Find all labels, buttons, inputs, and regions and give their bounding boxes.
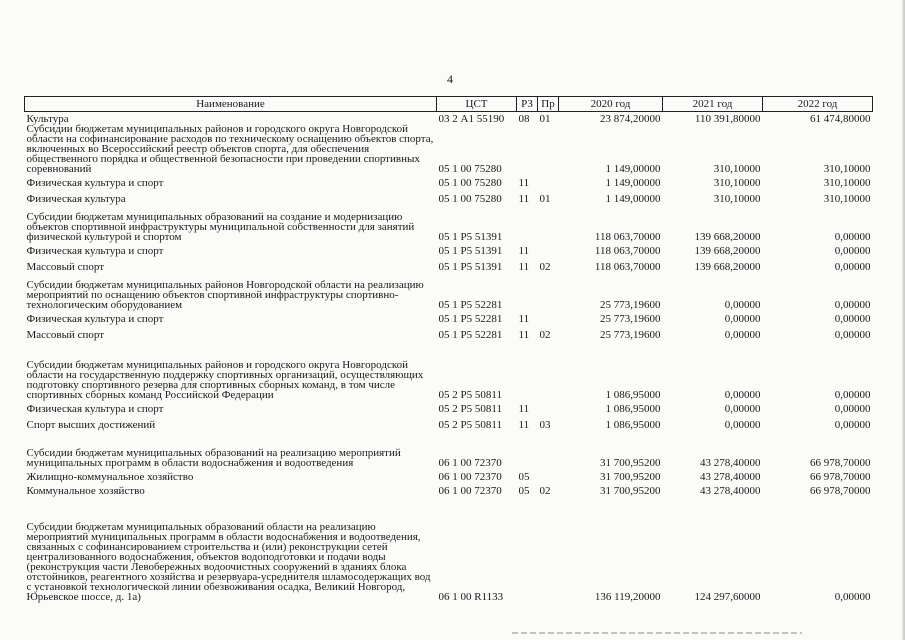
row-rz: 11 <box>518 244 530 257</box>
page-number: 4 <box>447 72 453 86</box>
row-pr <box>538 430 559 468</box>
row-name: Массовый спорт <box>26 328 105 341</box>
row-cst: 06 1 00 72370 <box>438 456 502 469</box>
row-2022: 0,00000 <box>834 298 871 311</box>
row-2021: 124 297,60000 <box>694 590 761 603</box>
row-2020: 25 773,19600 <box>600 328 661 341</box>
table-body <box>25 112 873 602</box>
row-cst: 05 1 P5 52281 <box>438 312 503 325</box>
row-2022: 0,00000 <box>834 312 871 325</box>
row-2020: 31 700,95200 <box>600 484 661 497</box>
row-name: Субсидии бюджетам муниципальных образований на создание и модернизацию объектов спортивной инфраструктуры муниципальной собственности для занятий физической культурой и спортом <box>26 210 415 243</box>
row-rz: 05 <box>518 470 530 483</box>
row-2021: 0,00000 <box>724 402 761 415</box>
row-2022: 66 978,70000 <box>810 470 871 483</box>
row-2022: 0,00000 <box>834 244 871 257</box>
row-2020: 118 063,70000 <box>594 230 661 243</box>
table-row <box>25 310 873 324</box>
row-name: Субсидии бюджетам муниципальных образований на реализацию мероприятий муниципальных программ в области водоснабжения и водоотведения <box>26 446 401 469</box>
row-cst: 05 1 00 75280 <box>438 192 502 205</box>
row-cst: 05 1 P5 51391 <box>438 260 503 273</box>
row-2022: 0,00000 <box>834 418 871 431</box>
table-row <box>25 482 873 496</box>
table-row <box>25 112 873 124</box>
row-name: Массовый спорт <box>26 260 105 273</box>
row-2021: 0,00000 <box>724 388 761 401</box>
row-2022: 310,10000 <box>823 176 871 189</box>
row-name: Физическая культура <box>26 192 126 205</box>
row-2021: 0,00000 <box>724 328 761 341</box>
budget-table <box>24 96 873 602</box>
row-pr: 01 <box>539 112 551 125</box>
row-rz: 11 <box>518 260 530 273</box>
row-rz: 11 <box>518 312 530 325</box>
row-rz: 11 <box>518 192 530 205</box>
row-cst: 05 1 P5 52281 <box>438 328 503 341</box>
row-pr: 02 <box>539 260 551 273</box>
header-2021: 2021 год <box>663 97 763 112</box>
row-2022: 0,00000 <box>834 590 871 603</box>
row-2021: 0,00000 <box>724 298 761 311</box>
row-cst: 05 1 00 75280 <box>438 162 502 175</box>
row-2020: 118 063,70000 <box>594 260 661 273</box>
table-row <box>25 272 873 310</box>
row-name: Физическая культура и спорт <box>26 402 164 415</box>
table-row <box>25 430 873 468</box>
row-cst: 06 1 00 R1133 <box>438 590 504 603</box>
row-2020: 1 086,95000 <box>605 388 661 401</box>
row-cst: 05 1 P5 51391 <box>438 230 503 243</box>
row-cst: 06 1 00 72370 <box>438 484 502 497</box>
table-row <box>25 188 873 204</box>
header-pr: Пр <box>538 97 559 112</box>
row-cst: 05 2 P5 50811 <box>438 388 502 401</box>
row-2021: 0,00000 <box>724 418 761 431</box>
row-pr <box>538 242 559 256</box>
row-rz <box>517 272 538 310</box>
row-pr <box>538 468 559 482</box>
row-2021: 310,10000 <box>713 176 761 189</box>
row-2020: 25 773,19600 <box>600 312 661 325</box>
table-header <box>25 97 873 112</box>
row-pr: 01 <box>539 192 551 205</box>
table-row <box>25 400 873 414</box>
row-2022: 0,00000 <box>834 230 871 243</box>
row-pr <box>538 496 559 602</box>
row-pr <box>538 174 559 188</box>
row-2022: 61 474,80000 <box>810 112 871 125</box>
row-cst: 05 1 P5 52281 <box>438 298 503 311</box>
row-2022: 66 978,70000 <box>810 484 871 497</box>
row-name: Жилищно-коммунальное хозяйство <box>26 470 194 483</box>
row-rz <box>517 124 538 174</box>
row-2022: 0,00000 <box>834 402 871 415</box>
row-2020: 1 149,00000 <box>605 162 661 175</box>
table-row <box>25 124 873 174</box>
row-2021: 310,10000 <box>713 192 761 205</box>
row-cst: 05 1 00 75280 <box>438 176 502 189</box>
header-cst: ЦСТ <box>437 97 517 112</box>
table-row <box>25 414 873 430</box>
row-name: Физическая культура и спорт <box>26 244 164 257</box>
table-row <box>25 340 873 400</box>
row-2020: 136 119,20000 <box>594 590 661 603</box>
row-name: Коммунальное хозяйство <box>26 484 145 497</box>
row-2020: 1 086,95000 <box>605 418 661 431</box>
row-pr <box>538 340 559 400</box>
row-rz: 11 <box>518 328 530 341</box>
row-2021: 0,00000 <box>724 312 761 325</box>
row-name: Субсидии бюджетам муниципальных районов Новгородской области на реализацию мероприятий по оснащению объектов спортивной инфраструктуры спортивно-технологическим оборудованием <box>26 278 424 311</box>
row-rz: 11 <box>518 402 530 415</box>
row-2021: 43 278,40000 <box>700 484 761 497</box>
row-pr: 03 <box>539 418 551 431</box>
row-pr: 02 <box>539 328 551 341</box>
row-name: Физическая культура и спорт <box>26 312 164 325</box>
row-cst: 05 2 P5 50811 <box>438 402 502 415</box>
row-2022: 0,00000 <box>834 260 871 273</box>
row-2022: 0,00000 <box>834 388 871 401</box>
row-2021: 310,10000 <box>713 162 761 175</box>
row-2022: 310,10000 <box>823 192 871 205</box>
row-rz: 05 <box>518 484 530 497</box>
row-rz <box>517 204 538 242</box>
row-rz: 11 <box>518 418 530 431</box>
row-pr <box>538 124 559 174</box>
row-2020: 25 773,19600 <box>600 298 661 311</box>
row-rz: 08 <box>518 112 530 125</box>
row-name: Субсидии бюджетам муниципальных образований области на реализацию мероприятий муниципальных программ в области водоснабжения и водоотведения, связанных с софинансированием строительства и (или) реконструкции сетей централизованного водоснабжения, объектов водоподготовки и подачи воды (реконструкция части Левобережных водоочистных сооружений в зданиях блока отстойников, реагентного хозяйства и резервуара-усреднителя шламосодержащих вод с установкой технологической линии обезвоживания осадка, Великий Новгород, Юрьевское шоссе, д. 1а) <box>26 520 431 603</box>
row-rz <box>517 340 538 400</box>
row-2022: 0,00000 <box>834 328 871 341</box>
table-row <box>25 324 873 340</box>
scan-artifact <box>512 632 802 634</box>
row-name: Субсидии бюджетам муниципальных районов и городского округа Новгородской области на софинансирование расходов по техническому оснащению объектов спорта, включенных во Всероссийский реестр объектов спорта, для обеспечения общественного порядка и общественной безопасности при проведении спортивных соревнований <box>26 122 434 175</box>
table-row <box>25 174 873 188</box>
row-rz <box>517 430 538 468</box>
row-name: Субсидии бюджетам муниципальных районов и городского округа Новгородской области на государственную поддержку спортивных организаций, осуществляющих подготовку спортивного резерва для спортивных сборных команд, в том числе спортивных сборных команд Российской Федерации <box>26 358 424 401</box>
row-rz <box>517 496 538 602</box>
row-rz: 11 <box>518 176 530 189</box>
row-2020: 1 086,95000 <box>605 402 661 415</box>
header-name: Наименование <box>25 97 437 112</box>
row-2021: 43 278,40000 <box>700 456 761 469</box>
row-pr <box>538 400 559 414</box>
row-2020: 31 700,95200 <box>600 470 661 483</box>
table-row <box>25 496 873 602</box>
row-2021: 110 391,80000 <box>694 112 761 125</box>
row-2022: 310,10000 <box>823 162 871 175</box>
row-pr: 02 <box>539 484 551 497</box>
row-2021: 139 668,20000 <box>694 230 761 243</box>
row-2020: 1 149,00000 <box>605 176 661 189</box>
row-2022: 66 978,70000 <box>810 456 871 469</box>
row-pr <box>538 204 559 242</box>
row-2021: 43 278,40000 <box>700 470 761 483</box>
table-row <box>25 468 873 482</box>
row-2021: 139 668,20000 <box>694 244 761 257</box>
row-name: Культура <box>26 112 69 125</box>
header-2020: 2020 год <box>559 97 663 112</box>
row-2020: 31 700,95200 <box>600 456 661 469</box>
row-pr <box>538 310 559 324</box>
row-name: Спорт высших достижений <box>26 418 156 431</box>
row-cst: 03 2 А1 55190 <box>438 112 505 125</box>
row-pr <box>538 272 559 310</box>
row-cst: 06 1 00 72370 <box>438 470 502 483</box>
row-2020: 23 874,20000 <box>600 112 661 125</box>
row-2020: 118 063,70000 <box>594 244 661 257</box>
row-2021: 139 668,20000 <box>694 260 761 273</box>
row-2020: 1 149,00000 <box>605 192 661 205</box>
row-cst: 05 2 P5 50811 <box>438 418 502 431</box>
row-name: Физическая культура и спорт <box>26 176 164 189</box>
header-2022: 2022 год <box>763 97 873 112</box>
row-cst: 05 1 P5 51391 <box>438 244 503 257</box>
table-row <box>25 242 873 256</box>
table-row <box>25 256 873 272</box>
table-row <box>25 204 873 242</box>
header-rz: РЗ <box>517 97 538 112</box>
